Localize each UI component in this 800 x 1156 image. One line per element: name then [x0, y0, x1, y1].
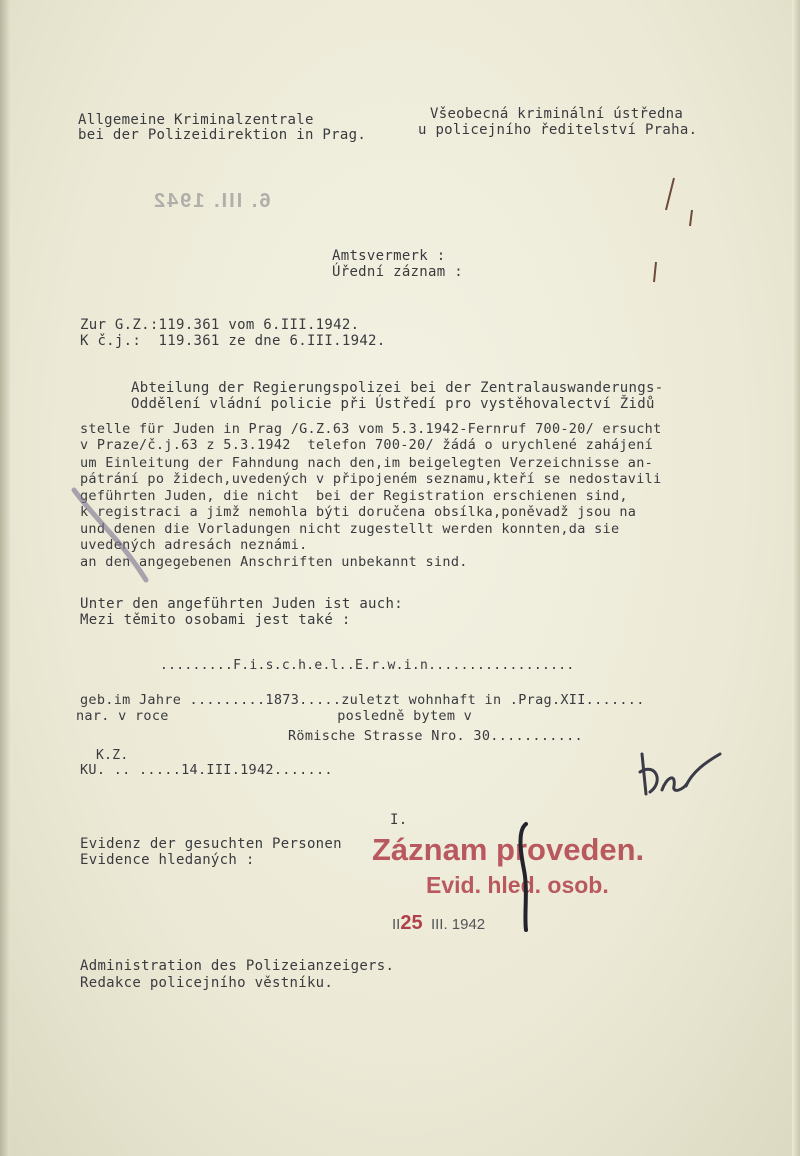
ku-line: KU. .. .....14.III.1942....... [80, 762, 333, 778]
header-left-line1: Allgemeine Kriminalzentrale [78, 112, 314, 128]
person-name: .........F.i.s.c.h.e.l..E.r.w.i.n.................. [160, 658, 575, 673]
body-line-11: an den angegebenen Anschriften unbekannt sind. [80, 554, 468, 570]
header-left-line2: bei der Polizeidirektion in Prag. [78, 127, 367, 143]
body-line-7: geführten Juden, die nicht bei der Registration erschienen sind, [80, 488, 628, 504]
body-line-3: stelle für Juden in Prag /G.Z.63 vom 5.3.1942-Fernruf 700-20/ ersucht [80, 421, 662, 437]
paper-edge-left [0, 0, 10, 1156]
body-line-1: Abteilung der Regierungspolizei bei der Zentralauswanderungs- [131, 380, 664, 396]
evidence-de: Evidenz der gesuchten Personen [80, 836, 342, 852]
among-de: Unter den angeführten Juden ist auch: [80, 596, 403, 612]
header-right-line2: u policejního ředitelství Praha. [418, 122, 698, 138]
received-date-stamp: 6. III. 1942 [152, 190, 271, 212]
kz-label: K.Z. [96, 748, 129, 763]
body-line-10: uvedených adresách neznámi. [80, 537, 308, 553]
footer-cz: Redakce policejního věstníku. [80, 975, 334, 991]
reference-de: Zur G.Z.:119.361 vom 6.III.1942. [80, 317, 360, 333]
person-born-de: geb.im Jahre .........1873.....zuletzt wohnhaft in .Prag.XII....... [80, 692, 645, 708]
header-right-line1: Všeobecná kriminální ústředna [430, 106, 684, 122]
pen-marks [650, 170, 700, 290]
body-line-4: v Praze/č.j.63 z 5.3.1942 telefon 700-20/ žádá o urychlené zahájení [80, 437, 654, 453]
processed-stamp-line2: Evid. hled. osob. [426, 872, 609, 898]
body-line-8: k registraci a jimž nemohla býti doručena obsílka,poněvadž jsou na [80, 504, 637, 520]
person-born-cz: nar. v roce posledně bytem v [76, 708, 473, 724]
pen-stroke [510, 820, 540, 935]
reference-cz: K č.j.: 119.361 ze dne 6.III.1942. [80, 333, 386, 349]
date-stamp-prefix: II [392, 916, 401, 933]
processed-date-stamp [392, 912, 485, 935]
body-line-2: Oddělení vládní policie při Ústředí pro vystěhovalectví Židů [131, 396, 655, 412]
crayon-mark [66, 480, 156, 590]
footer-de: Administration des Polizeianzeigers. [80, 958, 395, 974]
signature-initials [636, 742, 726, 812]
body-line-9: und denen die Vorladungen nicht zugestellt werden konnten,da sie [80, 521, 620, 537]
body-line-5: um Einleitung der Fahndung nach den,im beigelegten Verzeichnisse an- [80, 455, 654, 471]
date-stamp-day: 25 [400, 912, 423, 934]
evidence-cz: Evidence hledaných : [80, 852, 255, 868]
person-street: Römische Strasse Nro. 30........... [288, 728, 583, 744]
among-cz: Mezi těmito osobami jest také : [80, 612, 351, 628]
body-line-6: pátrání po židech,uvedených v připojeném seznamu,kteří se nedostavili [80, 471, 662, 487]
section-numeral: I. [390, 812, 408, 828]
title-cz: Úřední záznam : [332, 264, 463, 280]
date-stamp-rest: III. 1942 [430, 916, 486, 933]
title-de: Amtsvermerk : [332, 248, 446, 264]
processed-stamp-line1: Záznam proveden. [372, 832, 645, 867]
paper-edge-right [792, 0, 800, 1156]
